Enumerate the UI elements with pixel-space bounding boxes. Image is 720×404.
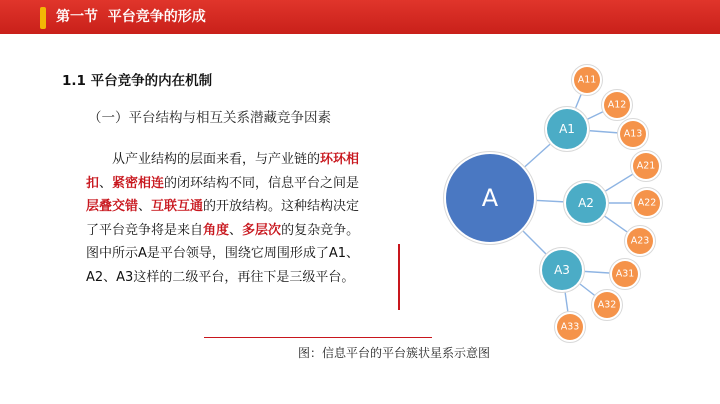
- paragraph-run: 、: [229, 222, 243, 238]
- level3-node-label: A23: [630, 235, 650, 247]
- paragraph-run: 、: [99, 175, 113, 191]
- highlight-text: 互联互通: [151, 199, 204, 214]
- level3-node-label: A12: [607, 99, 627, 111]
- diagram-caption: 图：信息平台的平台簇状星系示意图: [298, 346, 491, 360]
- level3-node: [555, 312, 586, 343]
- level3-node: [592, 290, 623, 321]
- root-node-label: A: [481, 184, 499, 212]
- level2-node: [545, 107, 590, 152]
- highlight-text: 环环相扣: [86, 152, 360, 191]
- level3-node-label: A21: [636, 160, 656, 172]
- level2-node: [564, 181, 609, 226]
- level3-node-label: A13: [623, 128, 643, 140]
- level3-node: [618, 119, 649, 150]
- header-title: 第一节 平台竞争的形成: [56, 9, 206, 25]
- root-node: [444, 152, 537, 245]
- paragraph-run: 的开放结构。这种结构决定了平台竞争将是来自: [86, 199, 360, 238]
- highlight-text: 紧密相连: [112, 175, 165, 191]
- highlight-text: 层叠交错: [86, 199, 139, 214]
- level3-node: [572, 65, 603, 96]
- paragraph-run: 的闭环结构不同，信息平台之间是: [164, 175, 360, 191]
- level3-node: [602, 90, 633, 121]
- level2-node-label: A2: [578, 196, 594, 210]
- paragraph-run: 的复杂竞争。图中所示A是平台领导，围绕它周围形成了A1、A2、A3这样的二级平台，再往下是三级平台。: [86, 222, 360, 285]
- level3-node-label: A22: [637, 197, 657, 209]
- level3-node-label: A32: [597, 299, 617, 311]
- level3-node-label: A11: [577, 74, 597, 86]
- paragraph-run: 、: [138, 199, 152, 214]
- section-title: 1.1 平台竞争的内在机制: [62, 73, 213, 89]
- paragraph-run: 从产业结构的层面来看，与产业链的: [112, 152, 321, 167]
- level3-node: [625, 226, 656, 257]
- level3-node-label: A33: [560, 321, 580, 333]
- highlight-text: 多层次: [242, 222, 282, 238]
- level3-node: [632, 188, 663, 219]
- level3-node-label: A31: [615, 268, 635, 280]
- subsection-title: （一）平台结构与相互关系潜藏竞争因素: [88, 110, 331, 126]
- level3-node: [631, 151, 662, 182]
- level3-node: [610, 259, 641, 290]
- level2-node-label: A1: [559, 122, 575, 136]
- level2-node-label: A3: [554, 263, 570, 277]
- highlight-text: 角度: [203, 222, 230, 238]
- level2-node: [540, 248, 585, 293]
